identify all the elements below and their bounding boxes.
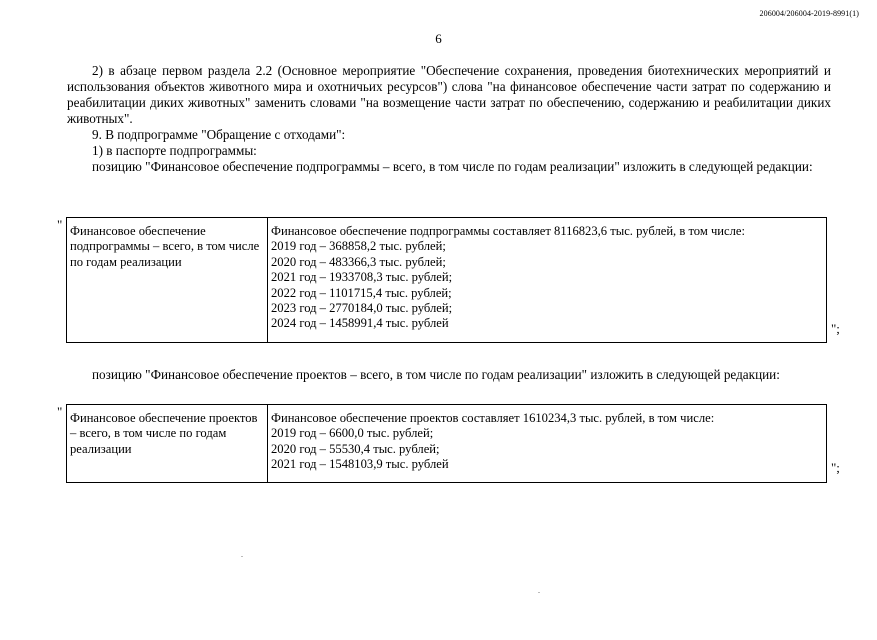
subprogram-amendments bbox=[67, 127, 831, 175]
opening-quote: " bbox=[57, 217, 63, 232]
item-9: 9. В подпрограмме "Обращение с отходами": bbox=[92, 127, 346, 142]
position-intro-subprogram: позицию "Финансовое обеспечение подпрограммы – всего, в том числе по годам реализации" изложить в следующей редакции: bbox=[92, 159, 813, 175]
closing-quote: "; bbox=[831, 321, 840, 336]
financing-year-line: 2021 год – 1933708,3 тыс. рублей; bbox=[271, 270, 453, 285]
projects-financing-table bbox=[66, 404, 827, 483]
paragraph-text: 2) в абзаце первом раздела 2.2 (Основное мероприятие "Обеспечение сохранения, проведения биотехнических мероприятий и использования объектов животного мира и охотничьих ресурсов") слова "на финансовое обеспечение части затрат по содержанию и реабилитации диких животных" заменить словами "на возмещение части затрат по обеспечению, содержанию и реабилитации диких животных". bbox=[67, 63, 831, 127]
table-label-cell: Финансовое обеспечение проектов – всего, в том числе по годам реализации bbox=[67, 405, 268, 483]
scan-speck bbox=[241, 556, 243, 557]
scan-speck bbox=[538, 592, 540, 593]
financing-year-line: 2022 год – 1101715,4 тыс. рублей; bbox=[271, 285, 452, 300]
table-row bbox=[67, 218, 827, 343]
table-value-cell bbox=[268, 218, 827, 343]
financing-year-line: 2019 год – 6600,0 тыс. рублей; bbox=[271, 426, 434, 441]
financing-year-line: 2021 год – 1548103,9 тыс. рублей bbox=[271, 457, 449, 472]
table-row bbox=[67, 405, 827, 483]
financing-year-line: 2020 год – 55530,4 тыс. рублей; bbox=[271, 441, 440, 456]
item-9-1: 1) в паспорте подпрограммы: bbox=[92, 143, 257, 159]
subprogram-financing-table bbox=[66, 217, 827, 343]
financing-year-line: 2024 год – 1458991,4 тыс. рублей bbox=[271, 316, 449, 331]
financing-total-line: Финансовое обеспечение подпрограммы составляет 8116823,6 тыс. рублей, в том числе: bbox=[271, 224, 745, 238]
financing-year-line: 2019 год – 368858,2 тыс. рублей; bbox=[271, 239, 446, 254]
table-label-cell: Финансовое обеспечение подпрограммы – всего, в том числе по годам реализации bbox=[67, 218, 268, 343]
paragraph-section-2-2 bbox=[67, 63, 831, 127]
position-intro-projects: позицию "Финансовое обеспечение проектов – всего, в том числе по годам реализации" изложить в следующей редакции: bbox=[92, 367, 780, 382]
closing-quote: "; bbox=[831, 460, 840, 475]
page-number: 6 bbox=[435, 31, 442, 46]
table-value-cell bbox=[268, 405, 827, 483]
financing-total-line: Финансовое обеспечение проектов составляет 1610234,3 тыс. рублей, в том числе: bbox=[271, 411, 715, 425]
document-id: 206004/206004-2019-8991(1) bbox=[759, 9, 859, 18]
opening-quote: " bbox=[57, 404, 63, 419]
financing-year-line: 2020 год – 483366,3 тыс. рублей; bbox=[271, 254, 446, 269]
financing-year-line: 2023 год – 2770184,0 тыс. рублей; bbox=[271, 301, 453, 316]
